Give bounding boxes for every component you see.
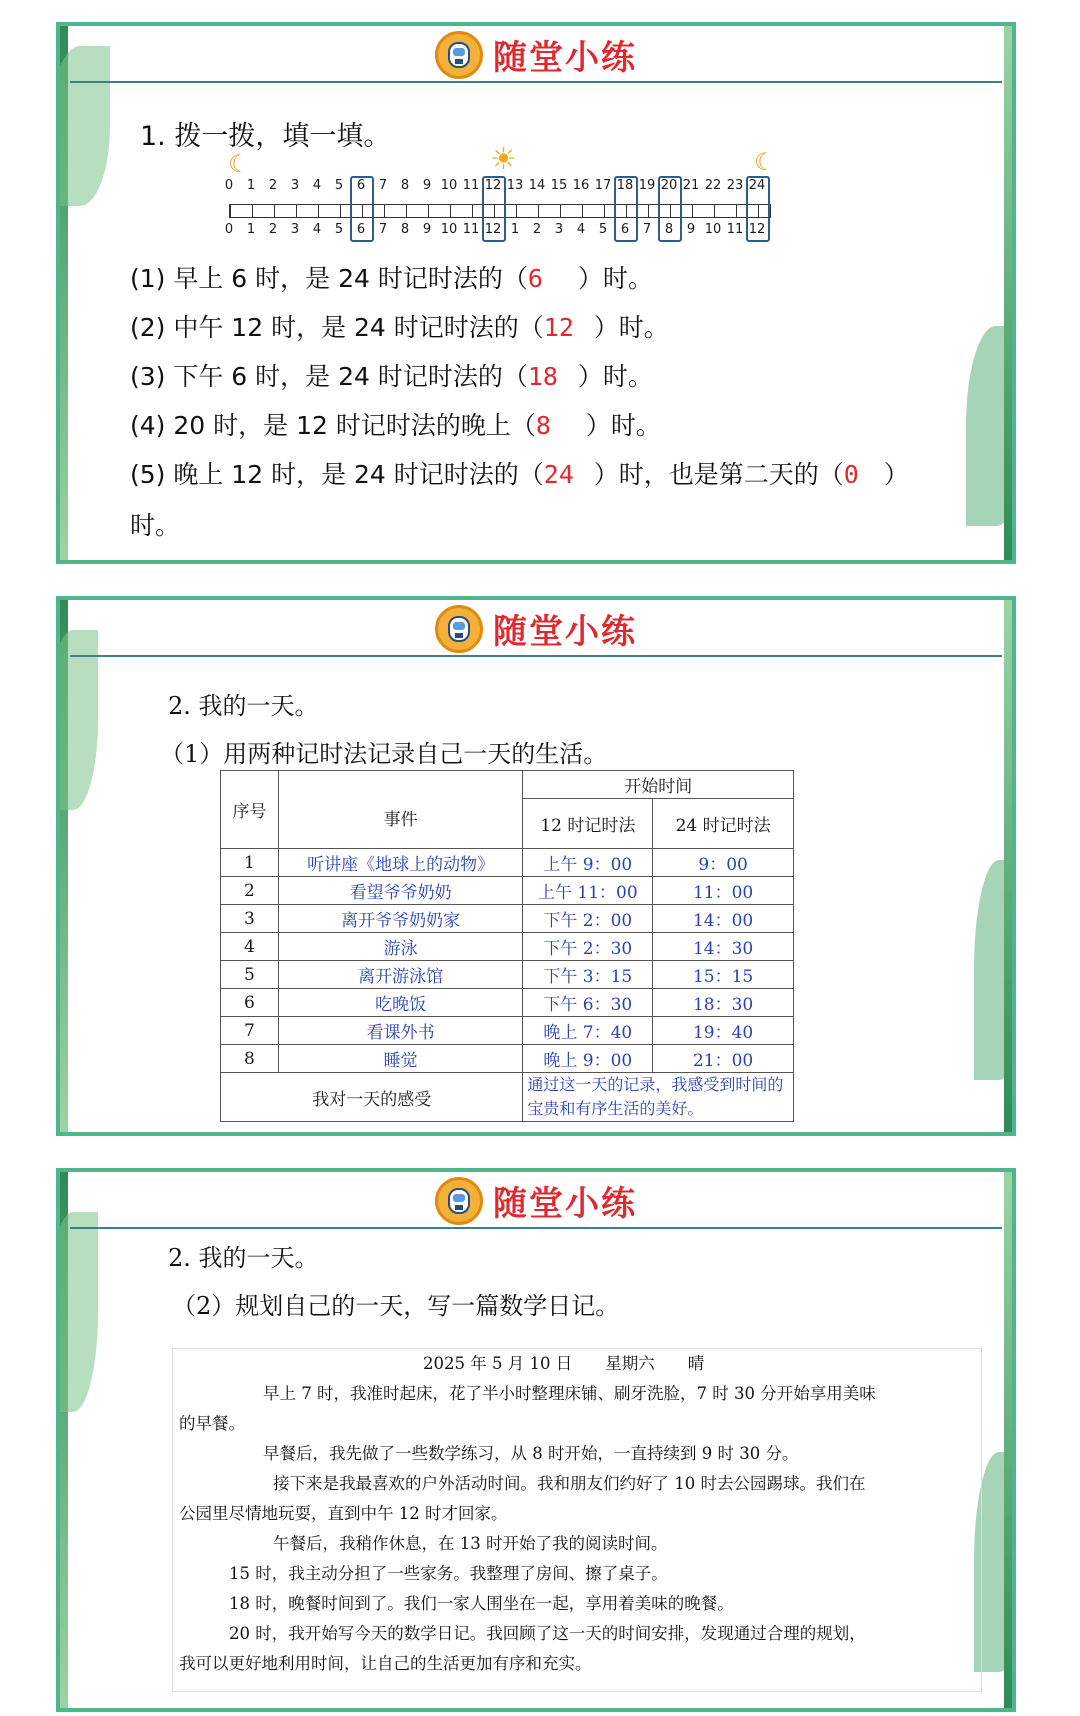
item-text: (2) 中午 12 时，是 24 时记时法的（ [130,313,544,342]
table-row [221,849,794,877]
row-12h[interactable]: 下午 6：30 [523,989,653,1017]
diary-paragraph: 的早餐。 [179,1414,245,1433]
diary-paragraph: 公园里尽情地玩耍，直到中午 12 时才回家。 [179,1504,508,1523]
table-row [221,905,794,933]
row-event[interactable]: 吃晚饭 [278,989,523,1017]
ruler-top-number: 1 [246,178,256,193]
ruler-bottom-number: 12 [484,222,502,237]
diary-paragraph: 我可以更好地利用时间，让自己的生活更加有序和充实。 [179,1654,592,1673]
last-line: 时。 [130,511,181,540]
sun-icon: ☀ [490,142,517,177]
col-seq-header: 序号 [221,771,279,849]
row-event[interactable]: 离开游泳馆 [278,961,523,989]
ruler-top-number: 18 [616,178,634,193]
ruler-bottom-number: 3 [554,222,564,237]
answer[interactable]: 24 [543,460,574,489]
row-24h[interactable]: 14：00 [653,905,794,933]
ruler-bottom-number: 10 [440,222,458,237]
header-title: 随堂小练 [493,38,637,78]
table-row [221,989,794,1017]
slide-header [70,1172,1002,1229]
ruler-bottom-number: 6 [620,222,630,237]
ruler-bottom-number: 11 [726,222,744,237]
row-24h[interactable]: 21：00 [653,1045,794,1073]
row-event[interactable]: 离开爷爷奶奶家 [278,905,523,933]
row-24h[interactable]: 18：30 [653,989,794,1017]
ruler-bottom-number: 0 [224,222,234,237]
row-no: 7 [221,1017,279,1045]
answer[interactable]: 0 [843,460,859,489]
row-event[interactable]: 看课外书 [278,1017,523,1045]
row-no: 4 [221,933,279,961]
ruler-top-number: 14 [528,178,546,193]
diary-paragraph: 18 时，晚餐时间到了。我们一家人围坐在一起，享用着美味的晚餐。 [229,1594,734,1613]
ruler-top-number: 22 [704,178,722,193]
row-24h[interactable]: 11：00 [653,877,794,905]
row-no: 1 [221,849,279,877]
moon-icon: ☾ [228,150,250,178]
ruler-top-number: 11 [462,178,480,193]
sub-question: （2）规划自己的一天，写一篇数学日记。 [172,1292,620,1320]
question-title: 1. 拨一拨，填一填。 [140,121,391,152]
row-no: 6 [221,989,279,1017]
table-row [221,961,794,989]
ruler-top-number: 0 [224,178,234,193]
highlight-box [614,176,638,242]
row-event[interactable]: 听讲座《地球上的动物》 [278,849,523,877]
feeling-label: 我对一天的感受 [221,1073,523,1122]
time-ruler [220,178,780,240]
row-event[interactable]: 游泳 [278,933,523,961]
diary-paragraph: 接下来是我最喜欢的户外活动时间。我和朋友们约好了 10 时去公园踢球。我们在 [273,1474,866,1493]
ruler-top-number: 7 [378,178,388,193]
diary-paragraph: 早上 7 时，我准时起床，花了半小时整理床铺、刷牙洗脸，7 时 30 分开始享用美味 [263,1384,876,1403]
ruler-bottom-number: 12 [748,222,766,237]
ruler-top-number: 6 [356,178,366,193]
fill-in-item [130,455,909,491]
item-tail: ） [883,460,909,489]
ruler-top-number: 5 [334,178,344,193]
ruler-bottom-number: 9 [422,222,432,237]
diary-paragraph: 早餐后，我先做了一些数学练习，从 8 时开始，一直持续到 9 时 30 分。 [263,1444,799,1463]
row-event[interactable]: 看望爷爷奶奶 [278,877,523,905]
diary-paragraph: 20 时，我开始写今天的数学日记。我回顾了这一天的时间安排，发现通过合理的规划， [229,1624,866,1643]
ruler-bottom-number: 7 [378,222,388,237]
col-24h-header: 24 时记时法 [653,799,794,849]
slide-1 [56,22,1016,564]
ruler-top-number: 8 [400,178,410,193]
row-no: 3 [221,905,279,933]
question-title: 2. 我的一天。 [168,1244,319,1272]
question-title: 2. 我的一天。 [168,692,319,720]
diary-paragraph: 15 时，我主动分担了一些家务。我整理了房间、擦了桌子。 [229,1564,668,1583]
ruler-bottom-number: 6 [356,222,366,237]
row-24h[interactable]: 19：40 [653,1017,794,1045]
row-no: 2 [221,877,279,905]
astronaut-icon [435,31,483,79]
diary-paragraph: 午餐后，我稍作休息，在 13 时开始了我的阅读时间。 [273,1534,668,1553]
header-title: 随堂小练 [493,612,637,652]
ruler-top-number: 24 [748,178,766,193]
ruler-bottom-number: 1 [510,222,520,237]
highlight-box [658,176,682,242]
row-24h[interactable]: 14：30 [653,933,794,961]
ruler-top-number: 15 [550,178,568,193]
fill-in-item [130,357,653,393]
item-text: (3) 下午 6 时，是 24 时记时法的（ [130,362,528,391]
item-tail: ）时。 [593,313,669,342]
ruler-bottom-number: 8 [400,222,410,237]
item-tail: ）时，也是第二天的（ [593,460,844,489]
ruler-bottom-number: 9 [686,222,696,237]
ruler-bottom-number: 2 [532,222,542,237]
feeling-text: 通过这一天的记录，我感受到时间的宝贵和有序生活的美好。 [523,1073,794,1122]
item-tail: ）时。 [577,362,653,391]
ruler-bottom-number: 5 [334,222,344,237]
ruler-bottom-number: 2 [268,222,278,237]
item-text: (1) 早上 6 时，是 24 时记时法的（ [130,264,528,293]
row-no: 5 [221,961,279,989]
fill-in-item [130,406,661,442]
row-12h[interactable]: 晚上 9：00 [523,1045,653,1073]
slide-header [70,26,1002,83]
row-no: 8 [221,1045,279,1073]
ruler-bottom-number: 4 [576,222,586,237]
ruler-top-number: 21 [682,178,700,193]
ruler-top-number: 13 [506,178,524,193]
ruler-bottom-number: 3 [290,222,300,237]
ruler-top-number: 9 [422,178,432,193]
ruler-top-number: 16 [572,178,590,193]
row-12h[interactable]: 下午 2：00 [523,905,653,933]
row-24h[interactable]: 9：00 [653,849,794,877]
astronaut-icon [435,1177,483,1225]
ruler-bottom-number: 7 [642,222,652,237]
item-text: (5) 晚上 12 时，是 24 时记时法的（ [130,460,544,489]
item-tail: ）时。 [585,411,661,440]
math-diary [172,1348,982,1692]
ruler-bottom-number: 1 [246,222,256,237]
ruler-top-number: 10 [440,178,458,193]
col-12h-header: 12 时记时法 [523,799,653,849]
ruler-bottom-number: 11 [462,222,480,237]
ruler-bottom-number: 8 [664,222,674,237]
table-row [221,1045,794,1073]
astronaut-icon [435,605,483,653]
ruler-top-number: 12 [484,178,502,193]
highlight-box [482,176,506,242]
answer[interactable]: 12 [543,313,574,342]
col-start-header: 开始时间 [523,771,794,799]
ruler-top-number: 4 [312,178,322,193]
time-record-table [220,770,794,1122]
item-text: (4) 20 时，是 12 时记时法的晚上（ [130,411,536,440]
ruler-top-number: 23 [726,178,744,193]
fill-in-item [130,308,669,344]
ruler-top-number: 19 [638,178,656,193]
ruler-bottom-number: 4 [312,222,322,237]
item-tail: ）时。 [577,264,653,293]
row-event[interactable]: 睡觉 [278,1045,523,1073]
row-12h[interactable]: 上午 9：00 [523,849,653,877]
ruler-bottom-number: 5 [598,222,608,237]
row-12h[interactable]: 下午 2：30 [523,933,653,961]
row-24h[interactable]: 15：15 [653,961,794,989]
ruler-bottom-number: 10 [704,222,722,237]
table-row [221,933,794,961]
slide-header [70,600,1002,657]
ruler-top-number: 2 [268,178,278,193]
ruler-top-number: 3 [290,178,300,193]
row-12h[interactable]: 下午 3：15 [523,961,653,989]
col-event-header: 事件 [278,771,523,849]
answer[interactable]: 8 [535,411,551,440]
row-12h[interactable]: 上午 11：00 [523,877,653,905]
moon-icon: ☾ [754,148,776,176]
diary-date: 2025 年 5 月 10 日 星期六 晴 [423,1354,705,1373]
ruler-top-number: 20 [660,178,678,193]
sub-question: （1）用两种记时法记录自己一天的生活。 [160,740,608,768]
table-row [221,877,794,905]
table-row [221,1017,794,1045]
answer[interactable]: 18 [527,362,558,391]
row-12h[interactable]: 晚上 7：40 [523,1017,653,1045]
highlight-box [746,176,770,242]
answer[interactable]: 6 [527,264,543,293]
header-title: 随堂小练 [493,1184,637,1224]
ruler-top-number: 17 [594,178,612,193]
fill-in-item [130,259,653,295]
highlight-box [350,176,374,242]
